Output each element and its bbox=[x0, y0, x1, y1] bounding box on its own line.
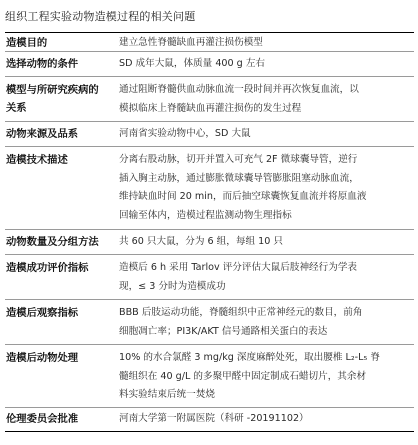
row-label: 造模后观察指标 bbox=[6, 307, 79, 319]
row-value: SD 成年大鼠，体质量 400 g 左右 bbox=[119, 58, 266, 69]
table-row bbox=[5, 345, 414, 407]
row-value: 通过阻断脊髓供血动脉血流一段时间并再次恢复血流，以 模拟临床上脊髓缺血再灌注损伤的发生过程 bbox=[119, 84, 359, 114]
row-value: 河南省实验动物中心，SD 大鼠 bbox=[119, 128, 251, 139]
table-row bbox=[5, 122, 414, 146]
row-label: 选择动物的条件 bbox=[6, 58, 79, 70]
table-bottom-rule bbox=[5, 431, 414, 432]
info-table bbox=[5, 32, 414, 432]
row-value: 分离右股动脉，切开并置入可充气 2F 微球囊导管，逆行 插入胸主动脉，通过膨胀微球囊导管膨胀阻塞动脉血流， 维持缺血时间 20 min，而后抽空球囊恢复血流并将原血液 回输至体内，造模过程监测动物生理指标 bbox=[119, 154, 367, 221]
row-value: 10% 的水合氯醛 3 mg/kg 深度麻醉处死，取出腰椎 L₂-L₅ 脊 髓组织在 40 g/L 的多聚甲醛中固定制成石蜡切片，其余材 料实验结束后统一焚烧 bbox=[119, 352, 380, 400]
table-row bbox=[5, 147, 414, 229]
row-label: 造模成功评价指标 bbox=[6, 262, 89, 274]
table-title: 组织工程实验动物造模过程的相关问题 bbox=[5, 10, 196, 23]
table-row bbox=[5, 77, 414, 121]
row-label: 造模后动物处理 bbox=[6, 352, 79, 364]
row-value: 造模后 6 h 采用 Tarlov 评分评估大鼠后肢神经行为学表 现，≤ 3 分时为造模成功 bbox=[119, 262, 358, 292]
table-row bbox=[5, 33, 414, 51]
row-label: 造模技术描述 bbox=[6, 154, 68, 166]
table-row bbox=[5, 230, 414, 254]
row-value: 共 60 只大鼠，分为 6 组，每组 10 只 bbox=[119, 236, 283, 247]
table-row bbox=[5, 52, 414, 76]
row-value: 建立急性脊髓缺血再灌注损伤模型 bbox=[119, 37, 263, 48]
row-value: BBB 后肢运动功能，脊髓组织中正常神经元的数目，前角 细胞凋亡率；PI3K/AKT 信号通路相关蛋白的表达 bbox=[119, 307, 363, 337]
row-label: 模型与所研究疾病的 关系 bbox=[6, 84, 99, 114]
row-label: 造模目的 bbox=[6, 37, 48, 49]
row-label: 动物数量及分组方法 bbox=[6, 236, 99, 248]
row-label: 动物来源及品系 bbox=[6, 128, 79, 140]
table-row bbox=[5, 255, 414, 299]
row-value: 河南大学第一附属医院（科研 -20191102） bbox=[119, 413, 309, 424]
row-label: 伦理委员会批准 bbox=[6, 413, 79, 425]
table-row bbox=[5, 408, 414, 431]
table-row bbox=[5, 300, 414, 344]
